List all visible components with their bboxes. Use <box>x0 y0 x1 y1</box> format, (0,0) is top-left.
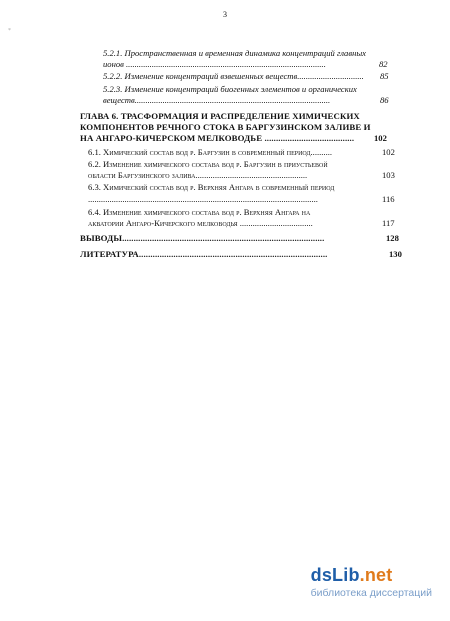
toc-page-6-4: 117 <box>382 218 395 228</box>
page-number: 3 <box>223 10 227 19</box>
chapter-6-title: ГЛАВА 6. ТРАСФОРМАЦИЯ И РАСПРЕДЕЛЕНИЕ ХИМИЧЕСКИХ <box>80 111 360 121</box>
toc-entry-5-2-1-cont: ионов ............................................................................................. <box>103 59 326 69</box>
corner-mark: * <box>8 28 11 34</box>
toc-entry-6-3: 6.3. Химический состав вод р. Верхняя Ангара в современный период <box>88 182 335 192</box>
toc-conclusions: ВЫВОДЫ........................................................................................ <box>80 233 325 243</box>
toc-entry-6-1: 6.1. Химический состав вод р. Баргузин в современный период.......... <box>88 147 333 157</box>
toc-page-5-2-2: 85 <box>380 71 389 81</box>
toc-entry-6-4-cont: акватории Ангаро-Кичерского мелководья .................................. <box>88 218 313 228</box>
toc-page-6-3: 116 <box>382 194 395 204</box>
watermark-title-accent: .net <box>359 565 393 585</box>
toc-page-conclusions: 128 <box>386 233 399 243</box>
toc-entry-5-2-1: 5.2.1. Пространственная и временная динамика концентраций главных <box>103 48 366 58</box>
toc-entry-6-2-cont: области Баргузинского залива.................................................... <box>88 170 308 180</box>
toc-page-chapter-6: 102 <box>374 133 387 143</box>
toc-entry-6-3-cont: ........................................................................................................... <box>88 194 318 204</box>
toc-entry-5-2-2: 5.2.2. Изменение концентраций взвешенных веществ............................... <box>103 71 364 81</box>
toc-page-6-1: 102 <box>382 147 395 157</box>
watermark-title <box>311 565 432 586</box>
toc-entry-5-2-3-cont: веществ........................................................................................... <box>103 95 331 105</box>
toc-entry-6-4: 6.4. Изменение химического состава вод р. Верхняя Ангара на <box>88 207 311 217</box>
chapter-6-title-cont: КОМПОНЕНТОВ РЕЧНОГО СТОКА В БАРГУЗИНСКОМ ЗАЛИВЕ И <box>80 122 371 132</box>
toc-entry-6-2: 6.2. Изменение химического состава вод р. Баргузин в приустьевой <box>88 159 328 169</box>
toc-entry-5-2-3: 5.2.3. Изменение концентраций биогенных элементов и органических <box>103 84 357 94</box>
chapter-6-title-end: НА АНГАРО-КИЧЕРСКОМ МЕЛКОВОДЬЕ ....................................... <box>80 133 355 143</box>
toc-page-6-2: 103 <box>382 170 395 180</box>
watermark-subtitle: библиотека диссертаций <box>310 587 432 599</box>
watermark-title-main: dsLib <box>310 565 360 585</box>
toc-literature: ЛИТЕРАТУРА.................................................................................. <box>80 249 328 259</box>
watermark-logo <box>311 565 432 599</box>
toc-page-5-2-3: 86 <box>380 95 389 105</box>
toc-page-5-2-1: 82 <box>379 59 388 69</box>
toc-page-literature: 130 <box>389 249 402 259</box>
